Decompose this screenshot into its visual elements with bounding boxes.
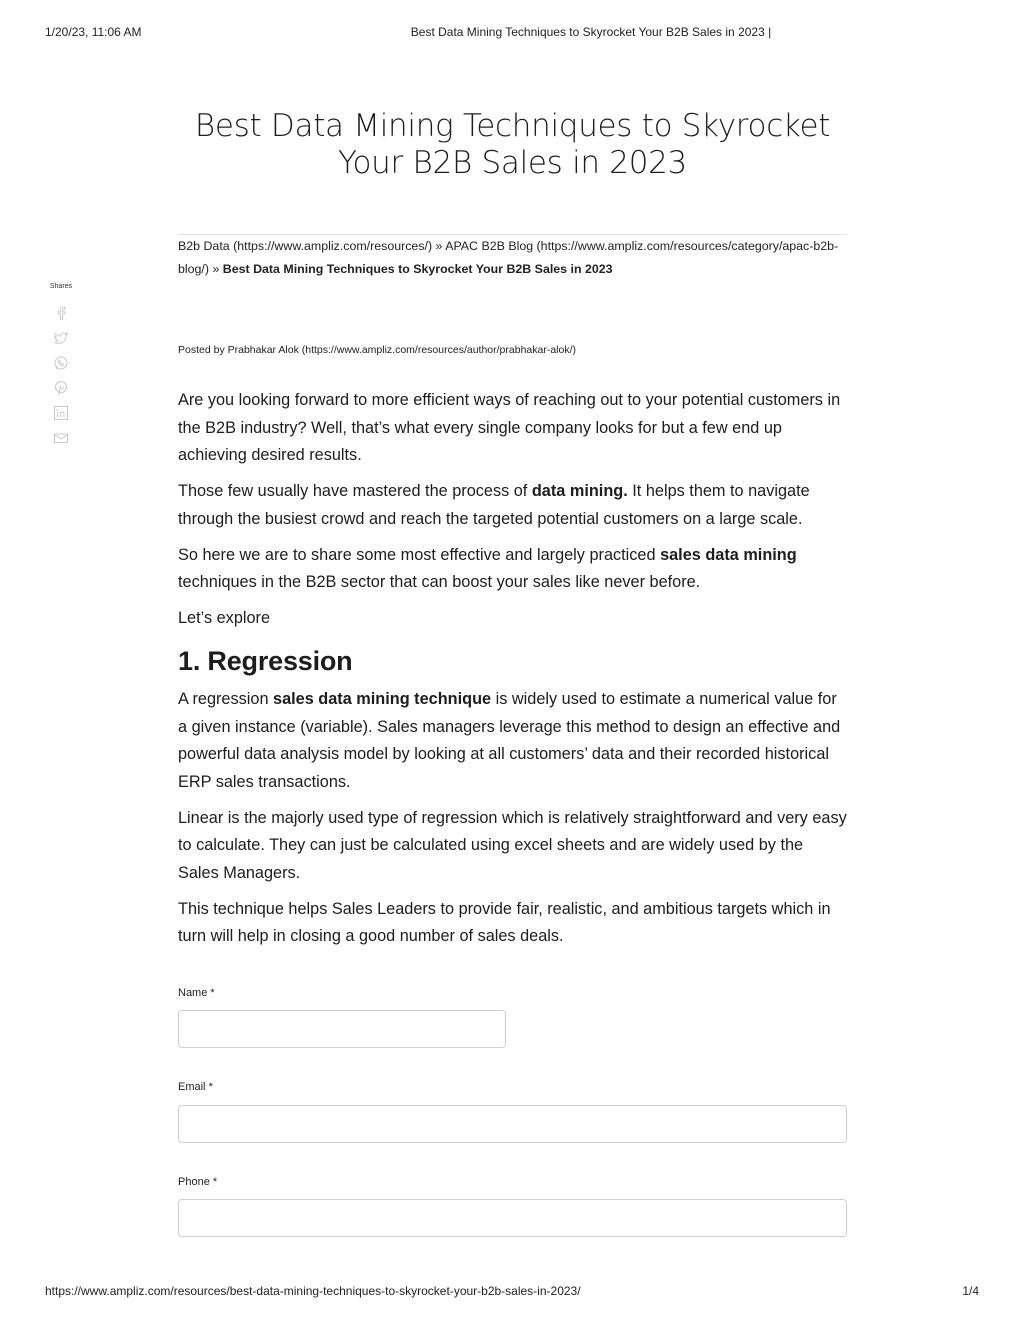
- author-byline[interactable]: Posted by Prabhakar Alok (https://www.ampliz.com/resources/author/prabhakar-alok/): [178, 344, 577, 356]
- label-text: Email: [178, 1081, 206, 1093]
- whatsapp-icon[interactable]: [53, 355, 69, 371]
- email-label: [178, 1081, 213, 1093]
- required-mark: *: [212, 1176, 218, 1188]
- text-segment: is widely used to estimate a numerical value for a given instance (variable). Sales managers leverage this method to design an effective and powerful data analysis model by looking at all customers’ data and their recorded historical ERP sales transactions.: [178, 689, 841, 791]
- required-mark: *: [208, 1081, 213, 1093]
- label-text: Name: [178, 987, 208, 999]
- email-icon[interactable]: [53, 430, 69, 446]
- bold-term: sales data mining: [660, 545, 797, 564]
- label-text: Phone: [178, 1176, 210, 1188]
- print-page-title: Best Data Mining Techniques to Skyrocket Your B2B Sales in 2023 |: [410, 25, 772, 39]
- facebook-icon[interactable]: [53, 305, 69, 321]
- breadcrumb-separator: »: [209, 261, 223, 276]
- linear-regression-paragraph: Linear is the majorly used type of regression which is relatively straightforward and very easy to calculate. They can just be calculated using excel sheets and are widely used by the Sales Managers.: [178, 808, 847, 882]
- bold-term: sales data mining technique: [273, 689, 492, 708]
- text-segment: Those few usually have mastered the process of: [178, 482, 532, 501]
- text-segment: techniques in the B2B sector that can boost your sales like never before.: [178, 573, 701, 592]
- breadcrumb-link-apac-blog[interactable]: APAC B2B Blog (https://www.ampliz.com/resources/category/apac-b2b-blog/): [178, 239, 839, 276]
- text-segment: So here we are to share some most effective and largely practiced: [178, 545, 661, 564]
- breadcrumb: [178, 235, 847, 280]
- sales-data-mining-paragraph: [178, 542, 847, 597]
- required-mark: *: [210, 987, 215, 999]
- share-rail: [44, 283, 78, 455]
- bold-term: data mining.: [531, 482, 628, 501]
- print-datetime: 1/20/23, 11:06 AM: [45, 25, 142, 39]
- print-page-number: 1/4: [962, 1284, 979, 1298]
- print-footer: [0, 1284, 1024, 1300]
- regression-paragraph: [178, 686, 847, 796]
- article-body: [178, 387, 847, 959]
- twitter-icon[interactable]: [53, 330, 69, 346]
- targets-paragraph: This technique helps Sales Leaders to provide fair, realistic, and ambitious targets which in turn will help in closing a good number of sales deals.: [178, 899, 831, 946]
- linkedin-icon[interactable]: [53, 405, 69, 421]
- phone-label: [178, 1176, 217, 1188]
- name-label: [178, 987, 215, 999]
- email-field[interactable]: [178, 1105, 847, 1143]
- lets-explore-paragraph: Let’s explore: [178, 609, 271, 628]
- intro-paragraph: Are you looking forward to more efficient ways of reaching out to your potential customers in the B2B industry? Well, that’s what every single company looks for but a few end up achieving desired results.: [178, 391, 841, 465]
- name-field[interactable]: [178, 1010, 506, 1048]
- section-heading-regression: 1. Regression: [178, 645, 353, 676]
- pinterest-icon[interactable]: [53, 380, 69, 396]
- shares-label: Shares: [49, 283, 73, 290]
- breadcrumb-current: Best Data Mining Techniques to Skyrocket Your B2B Sales in 2023: [222, 261, 613, 276]
- data-mining-paragraph: [178, 478, 847, 533]
- print-url: https://www.ampliz.com/resources/best-data-mining-techniques-to-skyrocket-your-b2b-sales-in-2023/: [45, 1284, 581, 1298]
- phone-field[interactable]: [178, 1199, 847, 1237]
- breadcrumb-separator: »: [432, 239, 446, 253]
- breadcrumb-link-b2b-data[interactable]: B2b Data (https://www.ampliz.com/resources/): [178, 239, 433, 253]
- text-segment: A regression: [178, 689, 274, 708]
- print-header: [0, 25, 1024, 41]
- article-title: Best Data Mining Techniques to Skyrocket Your B2B Sales in 2023: [194, 108, 831, 181]
- text-segment: It helps them to navigate through the busiest crowd and reach the targeted potential customers on a large scale.: [178, 482, 810, 528]
